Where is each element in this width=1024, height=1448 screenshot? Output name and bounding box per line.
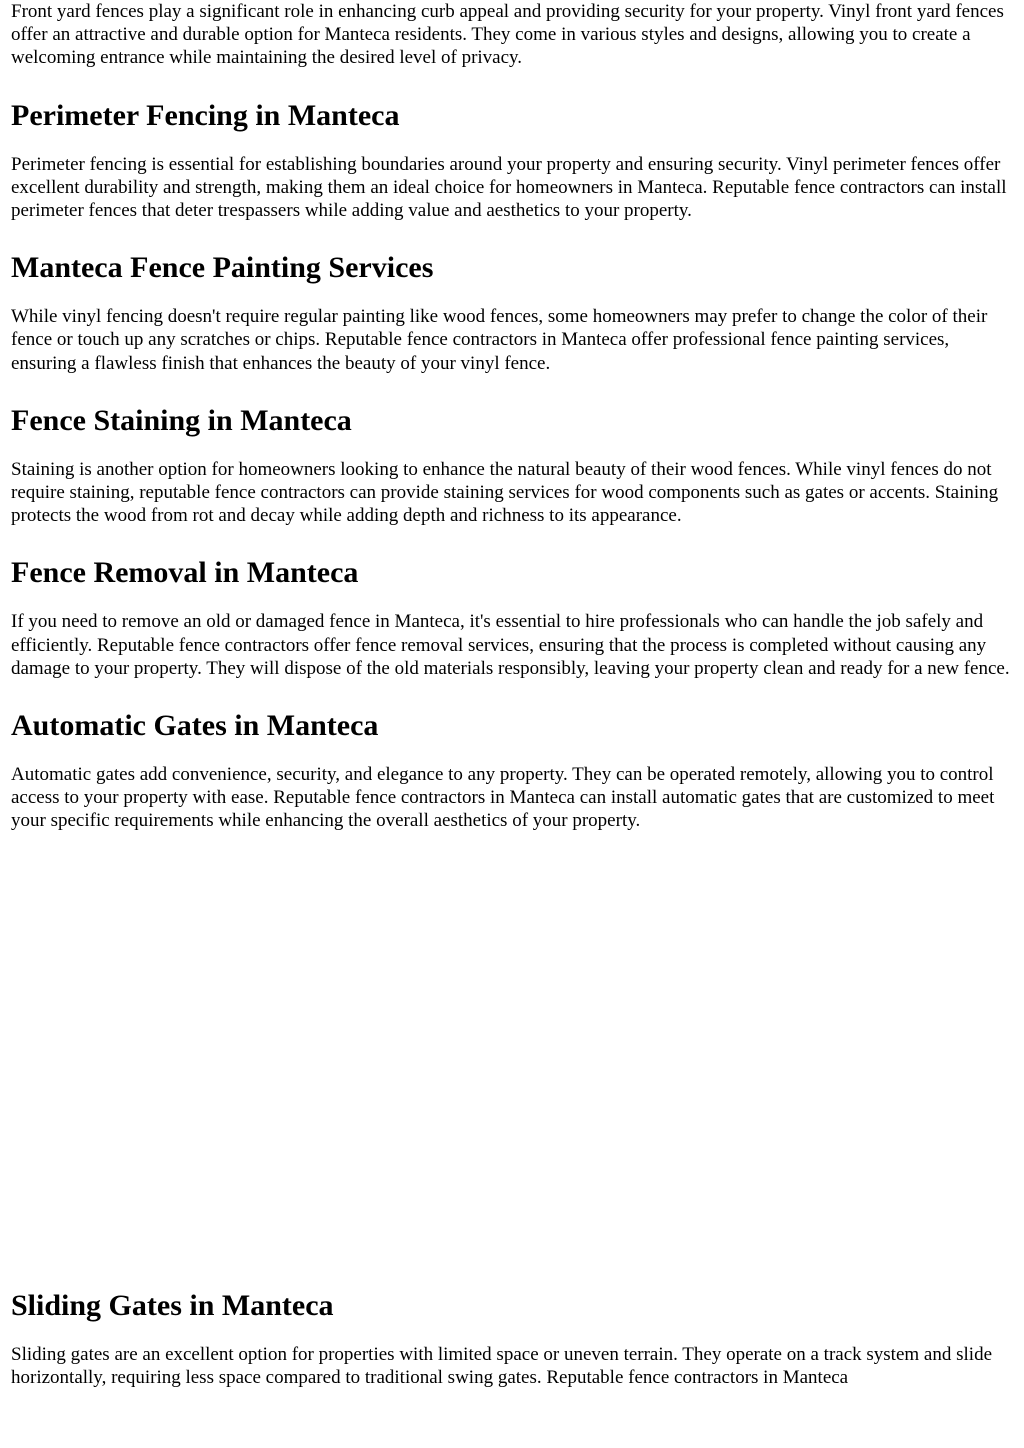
paragraph-automatic-gates: Automatic gates add convenience, security, and elegance to any property. They can be operated remotely, allowing you to control access to your property with ease. Reputable fence contractors in Manteca can install automatic gates that are customized to meet your specific requirements while enhancing the overall aesthetics of your property. <box>11 764 995 832</box>
paragraph-fence-painting: While vinyl fencing doesn't require regular painting like wood fences, some homeowners may prefer to change the color of their fence or touch up any scratches or chips. Reputable fence contractors in Manteca offer professional fence painting services, ensuring a flawless finish that enhances the beauty of your vinyl fence. <box>11 306 988 374</box>
heading-sliding-gates: Sliding Gates in Manteca <box>11 1288 334 1322</box>
heading-automatic-gates: Automatic Gates in Manteca <box>11 709 379 743</box>
document-page <box>11 0 1011 1389</box>
heading-fence-removal: Fence Removal in Manteca <box>11 556 359 590</box>
heading-perimeter-fencing: Perimeter Fencing in Manteca <box>11 98 400 132</box>
paragraph-perimeter-fencing: Perimeter fencing is essential for establishing boundaries around your property and ensuring security. Vinyl perimeter fences offer excellent durability and strength, making them an ideal choice for homeowners in Manteca. Reputable fence contractors can install perimeter fences that deter trespassers while adding value and aesthetics to your property. <box>11 153 1007 222</box>
intro-paragraph: Front yard fences play a significant role in enhancing curb appeal and providing security for your property. Vinyl front yard fences offer an attractive and durable option for Manteca residents. They come in various styles and designs, allowing you to create a welcoming entrance while maintaining the desired level of privacy. <box>11 1 1004 69</box>
paragraph-fence-staining: Staining is another option for homeowners looking to enhance the natural beauty of their wood fences. While vinyl fences do not require staining, reputable fence contractors can provide staining services for wood components such as gates or accents. Staining protects the wood from rot and decay while adding depth and richness to its appearance. <box>11 458 999 527</box>
paragraph-sliding-gates: Sliding gates are an excellent option for properties with limited space or uneven terrain. They operate on a track system and slide horizontally, requiring less space compared to traditional swing gates. Reputable fence contractors in Manteca <box>11 1343 992 1388</box>
heading-fence-staining: Fence Staining in Manteca <box>11 403 352 437</box>
paragraph-fence-removal: If you need to remove an old or damaged fence in Manteca, it's essential to hire professionals who can handle the job safely and efficiently. Reputable fence contractors offer fence removal services, ensuring that the process is completed without causing any damage to your property. They will dispose of the old materials responsibly, leaving your property clean and ready for a new fence. <box>11 611 1010 679</box>
heading-fence-painting: Manteca Fence Painting Services <box>11 251 434 285</box>
